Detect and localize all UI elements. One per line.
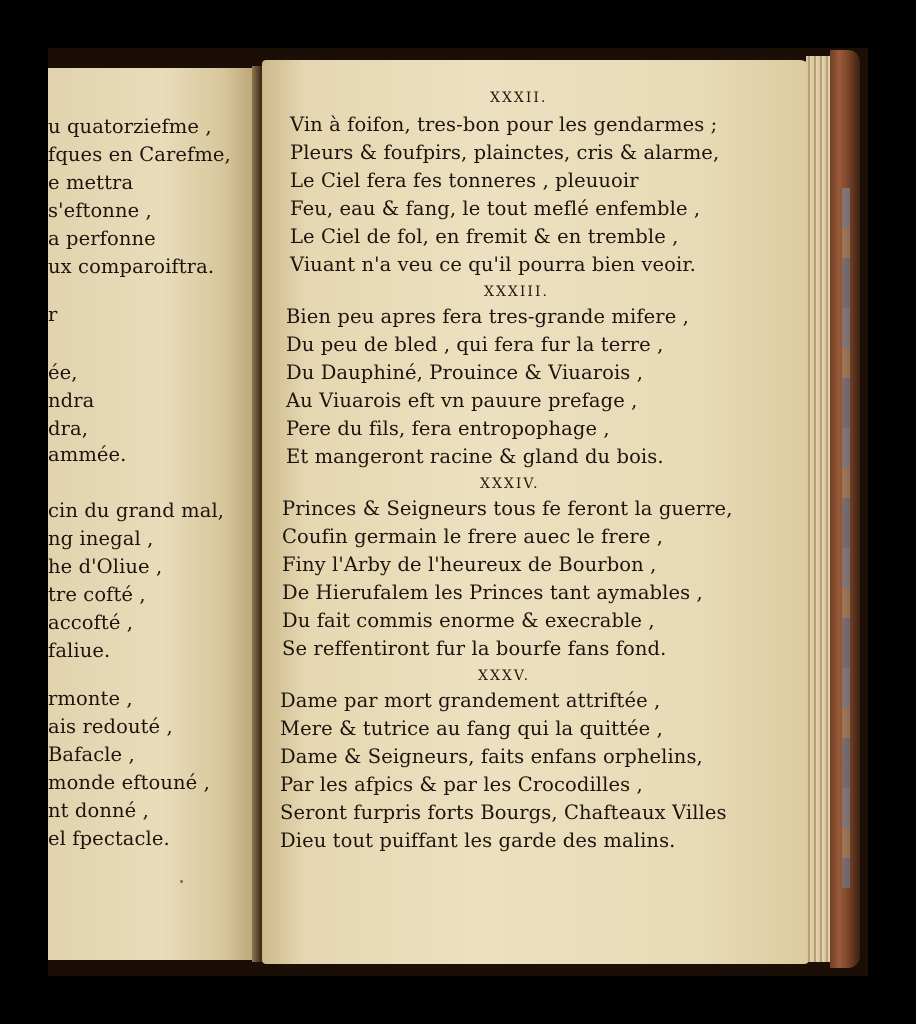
right-page: [262, 60, 810, 964]
verse-line: Pere du fils, fera entropophage ,: [286, 417, 610, 440]
verse-line: Dieu tout puiffant les garde des malins.: [280, 829, 676, 852]
left-line: u quatorziefme ,: [48, 115, 212, 138]
left-line: accofté ,: [48, 611, 134, 634]
verse-line: Vin à foifon, tres-bon pour les gendarmes ;: [290, 113, 718, 136]
left-line: he d'Oliue ,: [48, 555, 163, 578]
left-line: faliue.: [48, 639, 111, 662]
verse-line: Coufin germain le frere auec le frere ,: [282, 525, 664, 548]
left-line: a perfonne: [48, 227, 156, 250]
verse-line: Bien peu apres fera tres-grande mifere ,: [286, 305, 689, 328]
verse-line: Du Dauphiné, Prouince & Viuarois ,: [286, 361, 643, 384]
verse-line: Dame & Seigneurs, faits enfans orphelins,: [280, 745, 703, 768]
verse-line: Le Ciel fera fes tonneres , pleuuoir: [290, 169, 639, 192]
verse-line: Se reffentiront fur la bourfe fans fond.: [282, 637, 667, 660]
left-line: monde eftouné ,: [48, 771, 210, 794]
verse-line: Du fait commis enorme & execrable ,: [282, 609, 655, 632]
verse-line: Seront furpris forts Bourgs, Chafteaux Villes: [280, 801, 727, 824]
left-line: el fpectacle.: [48, 827, 170, 850]
verse-line: Du peu de bled , qui fera fur la terre ,: [286, 333, 664, 356]
verse-line: Feu, eau & fang, le tout meflé enfemble ,: [290, 197, 701, 220]
left-line: ng inegal ,: [48, 527, 154, 550]
stanza-numeral: XXXIV.: [480, 476, 540, 492]
stanza-numeral: XXXII.: [490, 90, 548, 106]
verse-line: Mere & tutrice au fang qui la quittée ,: [280, 717, 663, 740]
left-line: dra,: [48, 417, 89, 440]
book-spread: [48, 48, 868, 976]
left-line: ndra: [48, 389, 95, 412]
verse-line: Par les afpics & par les Crocodilles ,: [280, 773, 643, 796]
left-line: nt donné ,: [48, 799, 149, 822]
verse-line: De Hierufalem les Princes tant aymables ,: [282, 581, 703, 604]
left-line: rmonte ,: [48, 687, 133, 710]
page-fore-edge: [806, 56, 832, 962]
paper-speck: [180, 880, 183, 883]
left-line: r: [48, 303, 58, 326]
verse-line: Finy l'Arby de l'heureux de Bourbon ,: [282, 553, 657, 576]
left-page: [48, 68, 256, 960]
left-line: tre cofté ,: [48, 583, 146, 606]
verse-line: Au Viuarois eft vn pauure prefage ,: [286, 389, 638, 412]
stanza-numeral: XXXV.: [478, 668, 531, 684]
left-line: ux comparoiftra.: [48, 255, 215, 278]
left-line: e mettra: [48, 171, 134, 194]
verse-line: Pleurs & foufpirs, plainctes, cris & alarme,: [290, 141, 720, 164]
left-line: ée,: [48, 361, 78, 384]
left-line: fques en Carefme,: [48, 143, 231, 166]
left-line: ammée.: [48, 443, 127, 466]
stanza-numeral: XXXIII.: [484, 284, 549, 300]
left-line: s'eftonne ,: [48, 199, 152, 222]
cover-marbling: [842, 188, 850, 888]
verse-line: Viuant n'a veu ce qu'il pourra bien veoir.: [290, 253, 696, 276]
left-line: cin du grand mal,: [48, 499, 225, 522]
left-line: Bafacle ,: [48, 743, 135, 766]
verse-line: Et mangeront racine & gland du bois.: [286, 445, 664, 468]
verse-line: Princes & Seigneurs tous fe feront la guerre,: [282, 497, 733, 520]
verse-line: Dame par mort grandement attriftée ,: [280, 689, 661, 712]
verse-line: Le Ciel de fol, en fremit & en tremble ,: [290, 225, 679, 248]
left-line: ais redouté ,: [48, 715, 173, 738]
